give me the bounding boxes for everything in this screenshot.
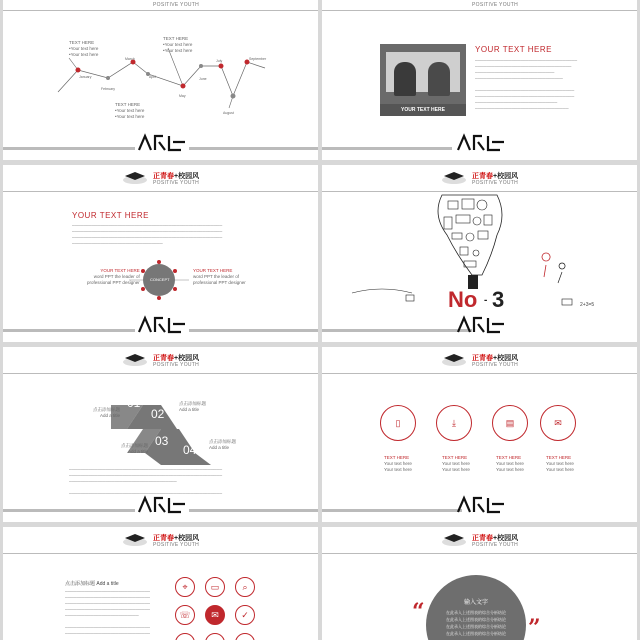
header-en: POSITIVE YOUTH — [472, 180, 519, 186]
icon-placeholder — [175, 633, 195, 640]
footer-logo — [452, 312, 510, 336]
slide-steps[interactable] — [3, 347, 318, 522]
header-cn: 正青春+校园风 — [153, 355, 200, 362]
point-label: May — [179, 94, 186, 98]
step-number: 01 — [127, 396, 141, 410]
folder-icon[interactable]: ▭ — [205, 577, 225, 597]
point-label: July — [216, 59, 223, 63]
message-icon[interactable]: ✉ — [205, 605, 225, 625]
slide-section-3[interactable] — [322, 165, 637, 342]
quote-title: 输入文字 — [463, 600, 488, 606]
slide-icons-four[interactable] — [322, 347, 637, 522]
header-en: POSITIVE YOUTH — [153, 2, 200, 8]
students-photo — [380, 44, 466, 116]
body-text: ───────────────────────────────────────────────────── ───────────────────────────────────────────────────── ───────────────────────────────────────────────────── ──────────────────────────────── — [72, 223, 223, 246]
footer-logo — [452, 492, 510, 516]
block-title: TEXT HERE — [69, 40, 95, 45]
chart-icon[interactable]: ▤ — [492, 405, 528, 441]
search-icon[interactable]: ⌕ — [235, 577, 255, 597]
timeline-block-1 — [69, 40, 98, 58]
step-label: 点击添加标题 Add a title — [121, 443, 148, 454]
step-number: 04 — [183, 443, 197, 457]
body-text: ──────────────────────────────────── ────────────────────────────────── ──────────────────────────── ─────────────────────────────── ─────────────────────────────────── ─────────────────────────────────── ───────────────────────────── ───────────────────────────────── — [475, 58, 578, 111]
point-label: June — [199, 77, 207, 81]
header-en: POSITIVE YOUTH — [153, 362, 200, 368]
location-icon[interactable]: ⌖ — [175, 577, 195, 597]
slide-footer — [322, 492, 637, 516]
step-number: 02 — [151, 407, 165, 421]
point-label: February — [101, 87, 116, 91]
icon-caption: TEXT HERE Your text here Your text here — [546, 455, 574, 472]
section-title: YOUR TEXT HERE — [475, 45, 552, 54]
block-title: TEXT HERE — [163, 36, 189, 41]
thumbs-up-icon[interactable]: ✓ — [235, 605, 255, 625]
header-cn: 正青春+校园风 — [153, 535, 200, 542]
concept-right: YOUR TEXT HERE word PPT the leader of professional PPT designer — [193, 268, 246, 285]
header-cn: 正青春+校园风 — [472, 535, 519, 542]
block-line: •Your text here — [69, 46, 99, 51]
point-label: September — [249, 57, 267, 61]
step-label: 点击添加标题 Add a title — [179, 401, 206, 412]
graduation-cap-icon — [440, 353, 468, 367]
block-title: TEXT HERE — [115, 102, 141, 107]
header-cn: 正青春+校园风 — [472, 173, 519, 180]
download-icon[interactable]: ⤓ — [436, 405, 472, 441]
body-text: ────────────────────────────────────────────────────── ────────────────────────────────────────────────────── ────────────────────────────────────── ────────────────────────────────────────────────────── — [69, 467, 223, 496]
step-label: 点击添加标题 Add a title — [209, 439, 236, 450]
header-rule — [322, 10, 637, 11]
slide-header — [322, 351, 637, 375]
slide-header — [3, 0, 318, 8]
point-label: March — [125, 57, 135, 61]
block-line: •Your text here — [163, 42, 193, 47]
point-label: August — [223, 111, 234, 115]
quote-lines: 在此录入上述图表的综合分析结论 在此录入上述图表的综合分析结论 在此录入上述图表的综合分析结论 在此录入上述图表的综合分析结论 — [446, 610, 506, 636]
block-line: •Your text here — [69, 52, 99, 57]
block-line: •Your text here — [115, 108, 145, 113]
body-text: ────────────────────────────── ────────────────────────────── ────────────────────────────── ────────────────────────────── ────────────────────────── ────────────────────────────── ────────────────────────────── — [65, 589, 151, 636]
formula-doodle: 2+3=5 — [580, 302, 595, 308]
slide-concept[interactable] — [3, 165, 318, 342]
slide-icon-grid[interactable] — [3, 527, 318, 640]
footer-bar — [322, 329, 472, 332]
header-en: POSITIVE YOUTH — [472, 362, 519, 368]
block-line: •Your text here — [163, 48, 193, 53]
open-quote-icon: “ — [412, 599, 425, 625]
section-title: YOUR TEXT HERE — [72, 211, 149, 220]
section-dash: - — [484, 295, 488, 306]
timeline-block-2 — [163, 36, 192, 54]
slide-footer — [322, 130, 637, 154]
slide-footer — [322, 312, 637, 336]
section-title: 点击添加标题 Add a title — [65, 581, 119, 587]
slide-timeline[interactable] — [3, 0, 318, 160]
footer-logo — [133, 130, 191, 154]
header-rule — [322, 373, 637, 374]
footer-bar — [322, 509, 462, 512]
step-number: 03 — [155, 434, 169, 448]
footer-bar — [322, 147, 452, 150]
header-cn: 正青春+校园风 — [472, 355, 519, 362]
icon-caption: TEXT HERE Your text here Your text here — [496, 455, 524, 472]
icon-caption: TEXT HERE Your text here Your text here — [442, 455, 470, 472]
header-en: POSITIVE YOUTH — [472, 542, 519, 548]
header-en: POSITIVE YOUTH — [153, 542, 200, 548]
header-rule — [3, 553, 318, 554]
icon-caption: TEXT HERE Your text here Your text here — [384, 455, 412, 472]
slide-footer — [3, 492, 318, 516]
slide-quote[interactable] — [322, 527, 637, 640]
concept-label: CONCEPT — [150, 277, 170, 282]
slide-footer — [3, 312, 318, 336]
concept-left: YOUR TEXT HERE word PPT the leader of professional PPT designer — [87, 268, 140, 285]
footer-logo — [133, 312, 191, 336]
graduation-cap-icon — [440, 533, 468, 547]
slide-header — [322, 0, 637, 8]
step-label: 点击添加标题 Add a title — [93, 407, 120, 418]
photo-caption: YOUR TEXT HERE — [380, 104, 466, 116]
icon-placeholder — [205, 633, 225, 640]
slide-header — [322, 531, 637, 555]
icon-placeholder — [235, 633, 255, 640]
slide-footer — [3, 130, 318, 154]
graduation-cap-icon — [121, 533, 149, 547]
point-label: January — [79, 75, 92, 79]
close-quote-icon: ” — [528, 615, 541, 640]
point-label: April — [149, 75, 157, 79]
mail-icon[interactable]: ✉ — [540, 405, 576, 441]
chat-icon[interactable]: ☏ — [175, 605, 195, 625]
header-en: POSITIVE YOUTH — [472, 2, 519, 8]
slide-photo-text[interactable] — [322, 0, 637, 160]
header-cn: 正青春+校园风 — [153, 173, 200, 180]
section-no: No — [448, 287, 478, 312]
footer-logo — [133, 492, 191, 516]
footer-logo — [452, 130, 510, 154]
phone-icon[interactable]: ▯ — [380, 405, 416, 441]
block-line: •Your text here — [115, 114, 145, 119]
header-en: POSITIVE YOUTH — [153, 180, 200, 186]
slide-header — [3, 531, 318, 555]
header-rule — [322, 553, 637, 554]
section-number: 3 — [492, 287, 505, 312]
timeline-block-3 — [115, 102, 144, 120]
header-rule — [3, 10, 318, 11]
